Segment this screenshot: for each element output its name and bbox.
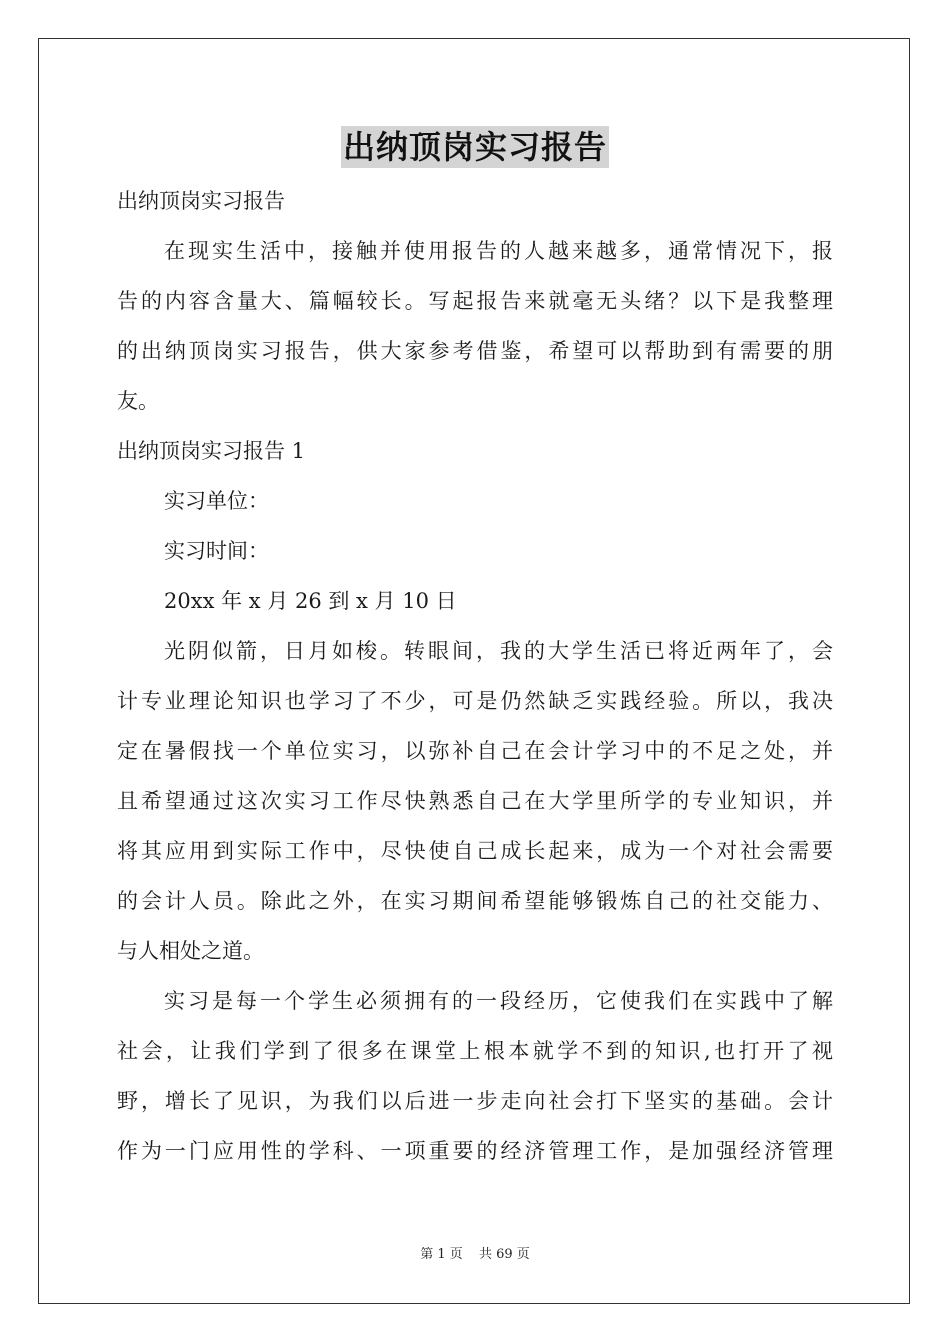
section-heading: 出纳顶岗实习报告 1 — [117, 439, 306, 463]
paragraph-line: 野，增长了见识，为我们以后进一步走向社会打下坚实的基础。会计 — [117, 1089, 833, 1113]
paragraph-line: 光阴似箭，日月如梭。转眼间，我的大学生活已将近两年了，会 — [164, 639, 833, 663]
paragraph-line: 的会计人员。除此之外，在实习期间希望能够锻炼自己的社交能力、 — [117, 889, 833, 913]
paragraph-line: 将其应用到实际工作中，尽快使自己成长起来，成为一个对社会需要 — [117, 839, 833, 863]
document-subtitle: 出纳顶岗实习报告 — [117, 189, 285, 213]
unit-label: 实习单位： — [164, 489, 269, 513]
title-wrap — [0, 126, 950, 168]
paragraph-line: 社会，让我们学到了很多在课堂上根本就学不到的知识,也打开了视 — [117, 1039, 833, 1063]
time-label: 实习时间： — [164, 539, 269, 563]
intro-line: 的出纳顶岗实习报告，供大家参考借鉴，希望可以帮助到有需要的朋 — [117, 339, 833, 363]
page-number-current: 第 1 页 — [420, 1247, 463, 1262]
time-value: 20xx 年 x 月 26 到 x 月 10 日 — [164, 589, 457, 613]
document-title: 出纳顶岗实习报告 — [342, 128, 607, 166]
page-number-total: 共 69 页 — [478, 1247, 530, 1262]
intro-line: 告的内容含量大、篇幅较长。写起报告来就毫无头绪？以下是我整理 — [117, 289, 833, 313]
intro-line: 在现实生活中，接触并使用报告的人越来越多，通常情况下，报 — [164, 239, 833, 263]
paragraph-line: 定在暑假找一个单位实习，以弥补自己在会计学习中的不足之处，并 — [117, 739, 833, 763]
paragraph-line: 作为一门应用性的学科、一项重要的经济管理工作，是加强经济管理 — [117, 1139, 833, 1163]
page-footer — [0, 1246, 950, 1264]
intro-line: 友。 — [117, 389, 159, 413]
paragraph-line: 且希望通过这次实习工作尽快熟悉自己在大学里所学的专业知识，并 — [117, 789, 833, 813]
paragraph-line: 与人相处之道。 — [117, 939, 264, 963]
paragraph-line: 计专业理论知识也学习了不少，可是仍然缺乏实践经验。所以，我决 — [117, 689, 833, 713]
paragraph-line: 实习是每一个学生必须拥有的一段经历，它使我们在实践中了解 — [164, 989, 833, 1013]
